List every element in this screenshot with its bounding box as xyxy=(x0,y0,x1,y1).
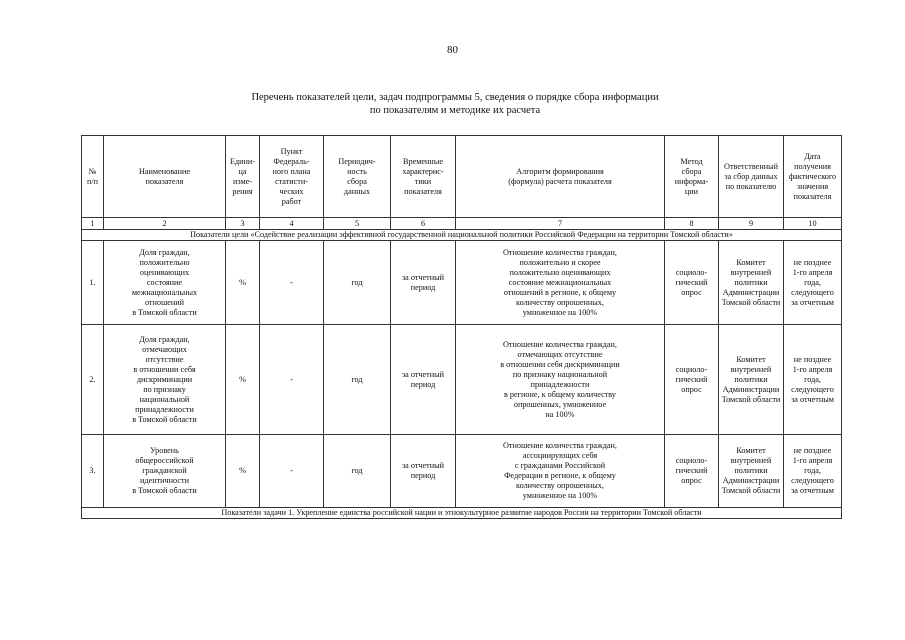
column-number: 10 xyxy=(784,218,842,230)
document-title-line-2: по показателям и методике их расчета xyxy=(369,105,541,116)
unit: % xyxy=(226,241,260,325)
plan-item: - xyxy=(260,435,324,508)
indicator-name: Уровень общероссийской гражданской идентичности в Томской области xyxy=(104,435,226,508)
row-number: 3. xyxy=(82,435,104,508)
indicators-table xyxy=(81,135,842,519)
header-cell: Наименование показателя xyxy=(104,136,226,218)
header-cell: № п/п xyxy=(82,136,104,218)
time-characteristics: за отчетный период xyxy=(391,325,456,435)
column-number: 7 xyxy=(456,218,665,230)
collection-method: социоло- гический опрос xyxy=(665,241,719,325)
plan-item: - xyxy=(260,241,324,325)
algorithm: Отношение количества граждан, ассоциирующих себя с гражданами Российской Федерации в регионе, к общему количеству опрошенных, умноженное на 100% xyxy=(456,435,665,508)
header-cell: Едини- ца изме- рения xyxy=(226,136,260,218)
section-task1-label: Показатели задачи 1. Укрепление единства российской нации и этнокультурное развитие народов России на территории Томской области xyxy=(82,508,842,519)
collection-method: социоло- гический опрос xyxy=(665,435,719,508)
responsible: Комитет внутренней политики Администрации Томской области xyxy=(719,241,784,325)
column-number: 8 xyxy=(665,218,719,230)
date-obtained: не позднее 1-го апреля года, следующего за отчетным xyxy=(784,325,842,435)
header-cell: Пункт Федераль- ного плана статисти- ческих работ xyxy=(260,136,324,218)
table-row xyxy=(82,435,842,508)
periodicity: год xyxy=(324,241,391,325)
column-number: 4 xyxy=(260,218,324,230)
document-title xyxy=(150,91,760,117)
column-number: 6 xyxy=(391,218,456,230)
responsible: Комитет внутренней политики Администрации Томской области xyxy=(719,325,784,435)
column-number: 5 xyxy=(324,218,391,230)
section-row-task1 xyxy=(82,508,842,519)
algorithm: Отношение количества граждан, отмечающих отсутствие в отношении себя дискриминации по признаку национальной принадлежности в регионе, к общему количеству опрошенных, умноженное на 100% xyxy=(456,325,665,435)
header-cell: Алгоритм формирования (формула) расчета показателя xyxy=(456,136,665,218)
column-number-row xyxy=(82,218,842,230)
indicator-name: Доля граждан, положительно оценивающих состояние межнациональных отношений в Томской области xyxy=(104,241,226,325)
column-number: 2 xyxy=(104,218,226,230)
column-number: 1 xyxy=(82,218,104,230)
document-title-line-1: Перечень показателей цели, задач подпрограммы 5, сведения о порядке сбора информации xyxy=(251,92,659,103)
collection-method: социоло- гический опрос xyxy=(665,325,719,435)
responsible: Комитет внутренней политики Администрации Томской области xyxy=(719,435,784,508)
header-cell: Периодич- ность сбора данных xyxy=(324,136,391,218)
header-cell: Дата получения фактического значения показателя xyxy=(784,136,842,218)
row-number: 1. xyxy=(82,241,104,325)
time-characteristics: за отчетный период xyxy=(391,435,456,508)
section-row-goal xyxy=(82,230,842,241)
plan-item: - xyxy=(260,325,324,435)
header-cell: Метод сбора информа- ции xyxy=(665,136,719,218)
header-cell: Временные характерис- тики показателя xyxy=(391,136,456,218)
row-number: 2. xyxy=(82,325,104,435)
date-obtained: не позднее 1-го апреля года, следующего за отчетным xyxy=(784,241,842,325)
periodicity: год xyxy=(324,325,391,435)
date-obtained: не позднее 1-го апреля года, следующего за отчетным xyxy=(784,435,842,508)
time-characteristics: за отчетный период xyxy=(391,241,456,325)
section-goal-label: Показатели цели «Содействие реализации эффективной государственной национальной политики Российской Федерации на территории Томской области» xyxy=(82,230,842,241)
table-row xyxy=(82,325,842,435)
header-cell: Ответственный за сбор данных по показателю xyxy=(719,136,784,218)
table-row xyxy=(82,241,842,325)
algorithm: Отношение количества граждан, положительно и скорее положительно оценивающих состояние межнациональных отношений в регионе, к общему количеству опрошенных, умноженное на 100% xyxy=(456,241,665,325)
unit: % xyxy=(226,435,260,508)
periodicity: год xyxy=(324,435,391,508)
column-number: 3 xyxy=(226,218,260,230)
indicator-name: Доля граждан, отмечающих отсутствие в отношении себя дискриминации по признаку национальной принадлежности в Томской области xyxy=(104,325,226,435)
column-number: 9 xyxy=(719,218,784,230)
page-number: 80 xyxy=(447,44,458,56)
unit: % xyxy=(226,325,260,435)
header-row xyxy=(82,136,842,218)
